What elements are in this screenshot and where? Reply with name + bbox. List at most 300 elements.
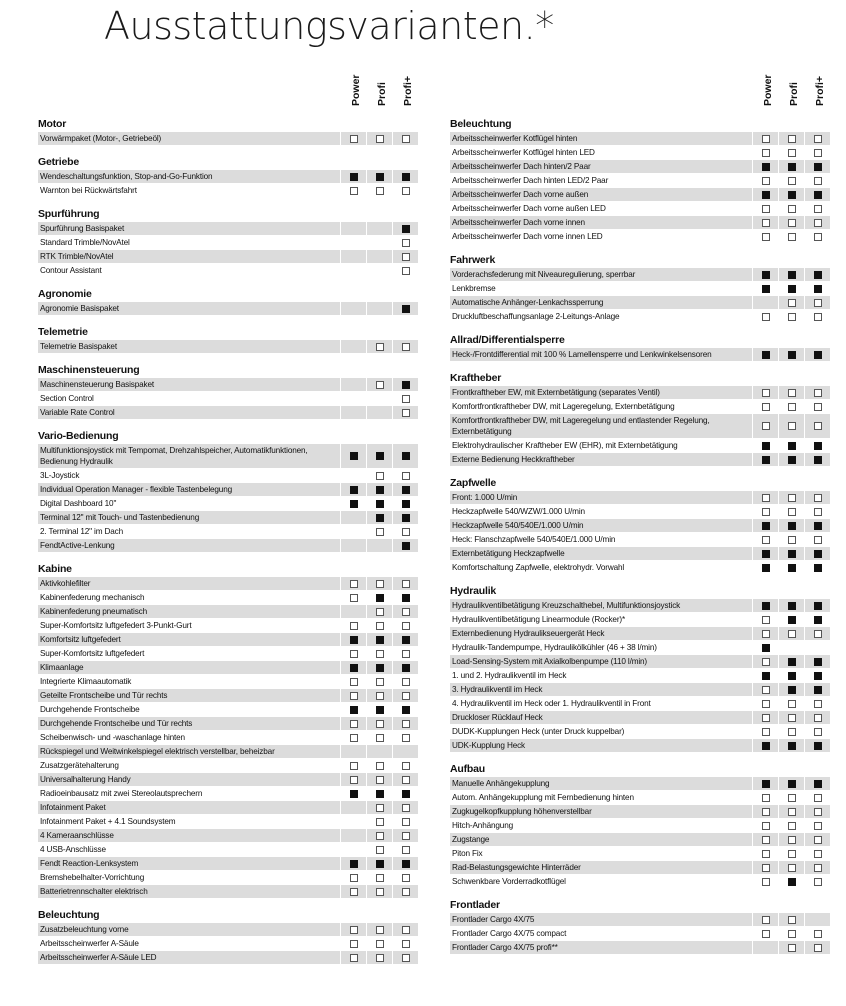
cell-power xyxy=(753,132,778,145)
feature-label: Variable Rate Control xyxy=(38,406,340,419)
optional-empty-square-icon xyxy=(402,678,410,686)
cell-profi xyxy=(805,819,830,832)
section-beleuchtung xyxy=(450,118,830,243)
cell-profi xyxy=(805,348,830,361)
cell-profi xyxy=(779,216,804,229)
cell-profi xyxy=(367,539,392,552)
feature-label: Heck: Flanschzapfwelle 540/540E/1.000 U/min xyxy=(450,533,752,546)
cell-profi xyxy=(367,689,392,702)
feature-row xyxy=(38,538,418,552)
cell-profi xyxy=(393,539,418,552)
cell-profi xyxy=(393,577,418,590)
cell-power xyxy=(753,777,778,790)
cell-profi xyxy=(805,683,830,696)
cell-profi xyxy=(779,230,804,243)
column-header-label: Profi+ xyxy=(813,75,826,106)
feature-label: Durchgehende Frontscheibe xyxy=(38,703,340,716)
optional-empty-square-icon xyxy=(376,135,384,143)
feature-label: UDK-Kupplung Heck xyxy=(450,739,752,752)
cell-profi xyxy=(779,627,804,640)
standard-filled-square-icon xyxy=(376,486,384,494)
feature-row xyxy=(38,646,418,660)
feature-label: Arbeitsscheinwerfer Dach hinten/2 Paar xyxy=(450,160,752,173)
cell-profi xyxy=(367,801,392,814)
section-title: Beleuchtung xyxy=(450,118,512,130)
standard-filled-square-icon xyxy=(376,514,384,522)
cell-profi xyxy=(367,577,392,590)
standard-filled-square-icon xyxy=(402,500,410,508)
optional-empty-square-icon xyxy=(814,494,822,502)
section-frontlader xyxy=(450,899,830,954)
cell-power xyxy=(753,533,778,546)
cell-power xyxy=(753,641,778,654)
optional-empty-square-icon xyxy=(814,794,822,802)
left-column xyxy=(38,74,418,975)
cell-profi xyxy=(393,745,418,758)
cell-profi xyxy=(393,717,418,730)
cell-power xyxy=(753,386,778,399)
feature-label: Fendt Reaction-Lenksystem xyxy=(38,857,340,870)
optional-empty-square-icon xyxy=(814,836,822,844)
optional-empty-square-icon xyxy=(350,720,358,728)
optional-empty-square-icon xyxy=(402,187,410,195)
optional-empty-square-icon xyxy=(814,389,822,397)
standard-filled-square-icon xyxy=(788,456,796,464)
feature-row xyxy=(450,518,830,532)
optional-empty-square-icon xyxy=(814,630,822,638)
standard-filled-square-icon xyxy=(788,878,796,886)
cell-profi xyxy=(779,927,804,940)
cell-power xyxy=(341,731,366,744)
feature-row xyxy=(38,842,418,856)
cell-profi xyxy=(779,400,804,413)
cell-profi xyxy=(805,725,830,738)
optional-empty-square-icon xyxy=(762,808,770,816)
section-title: Beleuchtung xyxy=(38,909,100,921)
cell-power xyxy=(341,871,366,884)
cell-power xyxy=(341,661,366,674)
cell-profi xyxy=(393,843,418,856)
optional-empty-square-icon xyxy=(762,686,770,694)
cell-power xyxy=(341,703,366,716)
section-title: Telemetrie xyxy=(38,326,88,338)
standard-filled-square-icon xyxy=(814,658,822,666)
optional-empty-square-icon xyxy=(350,888,358,896)
feature-label: Hydraulikventilbetätigung Kreuzschalthebel, Multifunktionsjoystick xyxy=(450,599,752,612)
optional-empty-square-icon xyxy=(402,253,410,261)
cell-profi xyxy=(779,174,804,187)
cell-profi xyxy=(779,725,804,738)
cell-power xyxy=(753,216,778,229)
cell-power xyxy=(341,170,366,183)
optional-empty-square-icon xyxy=(788,135,796,143)
feature-row xyxy=(38,496,418,510)
cell-profi xyxy=(393,703,418,716)
standard-filled-square-icon xyxy=(350,636,358,644)
standard-filled-square-icon xyxy=(376,500,384,508)
optional-empty-square-icon xyxy=(762,728,770,736)
feature-label: DUDK-Kupplungen Heck (unter Druck kuppelbar) xyxy=(450,725,752,738)
optional-empty-square-icon xyxy=(788,700,796,708)
feature-label: Section Control xyxy=(38,392,340,405)
cell-profi xyxy=(367,857,392,870)
standard-filled-square-icon xyxy=(762,672,770,680)
cell-profi xyxy=(367,951,392,964)
standard-filled-square-icon xyxy=(762,442,770,450)
feature-label: Rückspiegel und Weitwinkelspiegel elektrisch verstellbar, beheizbar xyxy=(38,745,340,758)
cell-profi xyxy=(805,216,830,229)
feature-row xyxy=(450,347,830,361)
cell-power xyxy=(341,843,366,856)
optional-empty-square-icon xyxy=(814,205,822,213)
feature-rows xyxy=(450,131,830,243)
feature-label: Piton Fix xyxy=(450,847,752,860)
feature-row xyxy=(38,884,418,898)
cell-profi xyxy=(805,697,830,710)
optional-empty-square-icon xyxy=(350,776,358,784)
column-header-label: Profi+ xyxy=(401,75,414,106)
optional-empty-square-icon xyxy=(788,864,796,872)
standard-filled-square-icon xyxy=(350,173,358,181)
right-sections xyxy=(450,118,830,954)
feature-label: 4. Hydraulikventil im Heck oder 1. Hydraulikventil in Front xyxy=(450,697,752,710)
cell-power xyxy=(341,773,366,786)
feature-row xyxy=(38,249,418,263)
optional-empty-square-icon xyxy=(814,878,822,886)
section-title: Vario-Bedienung xyxy=(38,430,119,442)
feature-row xyxy=(38,772,418,786)
optional-empty-square-icon xyxy=(402,776,410,784)
optional-empty-square-icon xyxy=(350,874,358,882)
standard-filled-square-icon xyxy=(762,271,770,279)
optional-empty-square-icon xyxy=(814,728,822,736)
standard-filled-square-icon xyxy=(762,550,770,558)
optional-empty-square-icon xyxy=(788,536,796,544)
section-title: Spurführung xyxy=(38,208,100,220)
optional-empty-square-icon xyxy=(402,832,410,840)
standard-filled-square-icon xyxy=(814,672,822,680)
column-header-label: Profi xyxy=(375,82,388,106)
optional-empty-square-icon xyxy=(402,734,410,742)
standard-filled-square-icon xyxy=(814,456,822,464)
feature-label: 2. Terminal 12" im Dach xyxy=(38,525,340,538)
cell-power xyxy=(341,511,366,524)
optional-empty-square-icon xyxy=(788,794,796,802)
optional-empty-square-icon xyxy=(376,650,384,658)
cell-power xyxy=(753,414,778,438)
cell-profi xyxy=(805,453,830,466)
feature-row xyxy=(38,814,418,828)
feature-row xyxy=(450,724,830,738)
cell-profi xyxy=(805,188,830,201)
feature-label: Standard Trimble/NovAtel xyxy=(38,236,340,249)
cell-power xyxy=(341,815,366,828)
feature-label: Telemetrie Basispaket xyxy=(38,340,340,353)
cell-profi xyxy=(393,829,418,842)
feature-row xyxy=(38,870,418,884)
cell-profi xyxy=(779,669,804,682)
cell-profi xyxy=(779,453,804,466)
cell-power xyxy=(753,819,778,832)
optional-empty-square-icon xyxy=(350,135,358,143)
cell-profi xyxy=(805,296,830,309)
cell-power xyxy=(341,525,366,538)
feature-label: Batterietrennschalter elektrisch xyxy=(38,885,340,898)
optional-empty-square-icon xyxy=(402,343,410,351)
optional-empty-square-icon xyxy=(788,916,796,924)
optional-empty-square-icon xyxy=(376,580,384,588)
cell-profi xyxy=(367,340,392,353)
feature-row xyxy=(38,391,418,405)
feature-row xyxy=(450,173,830,187)
feature-row xyxy=(38,301,418,315)
feature-row xyxy=(450,267,830,281)
cell-power xyxy=(753,491,778,504)
feature-row xyxy=(450,668,830,682)
feature-row xyxy=(38,702,418,716)
standard-filled-square-icon xyxy=(762,351,770,359)
cell-profi xyxy=(393,759,418,772)
cell-profi xyxy=(367,843,392,856)
feature-label: RTK Trimble/NovAtel xyxy=(38,250,340,263)
optional-empty-square-icon xyxy=(376,734,384,742)
cell-power xyxy=(753,453,778,466)
cell-profi xyxy=(393,815,418,828)
feature-label: Elektrohydraulischer Kraftheber EW (EHR), mit Externbetätigung xyxy=(450,439,752,452)
cell-profi xyxy=(779,613,804,626)
cell-profi xyxy=(367,885,392,898)
optional-empty-square-icon xyxy=(376,692,384,700)
cell-profi xyxy=(779,777,804,790)
standard-filled-square-icon xyxy=(350,486,358,494)
cell-profi xyxy=(779,861,804,874)
feature-rows xyxy=(450,912,830,954)
feature-label: Rad-Belastungsgewichte Hinterräder xyxy=(450,861,752,874)
cell-profi xyxy=(805,519,830,532)
feature-label: Durchgehende Frontscheibe und Tür rechts xyxy=(38,717,340,730)
column-headers xyxy=(450,74,830,118)
feature-label: Arbeitsscheinwerfer Dach vorne innen xyxy=(450,216,752,229)
standard-filled-square-icon xyxy=(402,636,410,644)
optional-empty-square-icon xyxy=(762,916,770,924)
feature-label: Komfortfrontkraftheber DW, mit Lageregelung und entlastender Regelung, Externbetätigung xyxy=(450,414,752,438)
cell-power xyxy=(753,202,778,215)
optional-empty-square-icon xyxy=(402,818,410,826)
standard-filled-square-icon xyxy=(788,616,796,624)
optional-empty-square-icon xyxy=(376,874,384,882)
cell-power xyxy=(341,483,366,496)
feature-label: Zusatzgerätehalterung xyxy=(38,759,340,772)
cell-profi xyxy=(805,491,830,504)
optional-empty-square-icon xyxy=(814,808,822,816)
standard-filled-square-icon xyxy=(788,742,796,750)
standard-filled-square-icon xyxy=(788,602,796,610)
feature-rows xyxy=(38,922,418,964)
cell-profi xyxy=(367,497,392,510)
feature-label: Arbeitsscheinwerfer Dach vorne außen xyxy=(450,188,752,201)
cell-profi xyxy=(805,132,830,145)
cell-profi xyxy=(805,174,830,187)
feature-row xyxy=(450,438,830,452)
cell-power xyxy=(753,439,778,452)
optional-empty-square-icon xyxy=(814,299,822,307)
standard-filled-square-icon xyxy=(350,664,358,672)
feature-label: Arbeitsscheinwerfer Dach vorne außen LED xyxy=(450,202,752,215)
cell-power xyxy=(753,310,778,323)
feature-row xyxy=(450,560,830,574)
column-header-label: Profi xyxy=(787,82,800,106)
cell-profi xyxy=(367,469,392,482)
optional-empty-square-icon xyxy=(814,864,822,872)
optional-empty-square-icon xyxy=(788,944,796,952)
cell-power xyxy=(753,833,778,846)
standard-filled-square-icon xyxy=(788,285,796,293)
feature-label: Hydraulik-Tandempumpe, Hydraulikölkühler (46 + 38 l/min) xyxy=(450,641,752,654)
standard-filled-square-icon xyxy=(788,564,796,572)
cell-profi xyxy=(779,697,804,710)
standard-filled-square-icon xyxy=(762,191,770,199)
cell-profi xyxy=(805,669,830,682)
section-spurfuehrung xyxy=(38,208,418,277)
cell-profi xyxy=(393,871,418,884)
cell-power xyxy=(753,146,778,159)
standard-filled-square-icon xyxy=(814,616,822,624)
optional-empty-square-icon xyxy=(350,187,358,195)
cell-power xyxy=(341,745,366,758)
feature-rows xyxy=(450,598,830,752)
optional-empty-square-icon xyxy=(402,528,410,536)
optional-empty-square-icon xyxy=(402,135,410,143)
cell-power xyxy=(341,633,366,646)
cell-profi xyxy=(393,302,418,315)
cell-power xyxy=(753,505,778,518)
feature-label: Terminal 12" mit Touch- und Tastenbedienung xyxy=(38,511,340,524)
section-vario-bedienung xyxy=(38,430,418,552)
feature-label: Vorderachsfederung mit Niveauregulierung, sperrbar xyxy=(450,268,752,281)
feature-row xyxy=(38,590,418,604)
cell-profi xyxy=(779,739,804,752)
cell-profi xyxy=(393,184,418,197)
feature-row xyxy=(38,716,418,730)
section-title: Agronomie xyxy=(38,288,92,300)
optional-empty-square-icon xyxy=(762,135,770,143)
feature-row xyxy=(38,922,418,936)
optional-empty-square-icon xyxy=(762,403,770,411)
standard-filled-square-icon xyxy=(402,305,410,313)
feature-label: Multifunktionsjoystick mit Tempomat, Drehzahlspeicher, Automatikfunktionen, Bedienung Hydraulik xyxy=(38,444,340,468)
standard-filled-square-icon xyxy=(376,173,384,181)
feature-label: Frontlader Cargo 4X/75 compact xyxy=(450,927,752,940)
feature-label: FendtActive-Lenkung xyxy=(38,539,340,552)
cell-profi xyxy=(805,941,830,954)
column-header-profi xyxy=(787,84,800,118)
standard-filled-square-icon xyxy=(762,522,770,530)
feature-row xyxy=(38,183,418,197)
cell-power xyxy=(753,160,778,173)
feature-row xyxy=(450,504,830,518)
cell-profi xyxy=(367,717,392,730)
cell-profi xyxy=(805,547,830,560)
standard-filled-square-icon xyxy=(814,522,822,530)
feature-label: Heck-/Frontdifferential mit 100 % Lamellensperre und Lenkwinkelsensoren xyxy=(450,348,752,361)
cell-profi xyxy=(779,599,804,612)
section-title: Zapfwelle xyxy=(450,477,497,489)
standard-filled-square-icon xyxy=(350,790,358,798)
optional-empty-square-icon xyxy=(376,762,384,770)
cell-power xyxy=(753,174,778,187)
optional-empty-square-icon xyxy=(376,472,384,480)
cell-profi xyxy=(367,170,392,183)
cell-profi xyxy=(779,561,804,574)
standard-filled-square-icon xyxy=(814,163,822,171)
feature-label: Frontlader Cargo 4X/75 profi** xyxy=(450,941,752,954)
cell-profi xyxy=(393,633,418,646)
feature-label: Hitch-Anhängung xyxy=(450,819,752,832)
cell-power xyxy=(753,230,778,243)
cell-profi xyxy=(779,386,804,399)
cell-profi xyxy=(779,202,804,215)
feature-rows xyxy=(38,339,418,353)
optional-empty-square-icon xyxy=(814,219,822,227)
optional-empty-square-icon xyxy=(376,954,384,962)
optional-empty-square-icon xyxy=(402,720,410,728)
optional-empty-square-icon xyxy=(402,940,410,948)
optional-empty-square-icon xyxy=(788,422,796,430)
cell-power xyxy=(753,561,778,574)
cell-profi xyxy=(805,777,830,790)
cell-power xyxy=(341,302,366,315)
cell-power xyxy=(753,613,778,626)
optional-empty-square-icon xyxy=(376,940,384,948)
cell-profi xyxy=(393,497,418,510)
feature-row xyxy=(38,263,418,277)
column-header-profi xyxy=(401,75,414,118)
section-title: Allrad/Differentialsperre xyxy=(450,334,565,346)
cell-profi xyxy=(805,386,830,399)
feature-row xyxy=(450,598,830,612)
standard-filled-square-icon xyxy=(762,780,770,788)
feature-row xyxy=(450,385,830,399)
optional-empty-square-icon xyxy=(762,714,770,722)
feature-label: Infotainment Paket + 4.1 Soundsystem xyxy=(38,815,340,828)
cell-power xyxy=(753,697,778,710)
cell-profi xyxy=(393,222,418,235)
cell-profi xyxy=(779,533,804,546)
cell-profi xyxy=(779,491,804,504)
feature-label: Komfortfrontkraftheber DW, mit Lageregelung, Externbetätigung xyxy=(450,400,752,413)
optional-empty-square-icon xyxy=(788,850,796,858)
feature-row xyxy=(450,832,830,846)
optional-empty-square-icon xyxy=(402,409,410,417)
cell-profi xyxy=(393,483,418,496)
standard-filled-square-icon xyxy=(402,594,410,602)
cell-profi xyxy=(805,160,830,173)
cell-profi xyxy=(805,310,830,323)
feature-label: Arbeitsscheinwerfer Dach hinten LED/2 Paar xyxy=(450,174,752,187)
feature-row xyxy=(38,786,418,800)
standard-filled-square-icon xyxy=(350,500,358,508)
cell-profi xyxy=(393,444,418,468)
cell-profi xyxy=(805,833,830,846)
cell-power xyxy=(341,923,366,936)
feature-label: 3L-Joystick xyxy=(38,469,340,482)
feature-label: 3. Hydraulikventil im Heck xyxy=(450,683,752,696)
optional-empty-square-icon xyxy=(376,608,384,616)
cell-profi xyxy=(805,146,830,159)
cell-profi xyxy=(805,561,830,574)
optional-empty-square-icon xyxy=(376,888,384,896)
optional-empty-square-icon xyxy=(788,313,796,321)
